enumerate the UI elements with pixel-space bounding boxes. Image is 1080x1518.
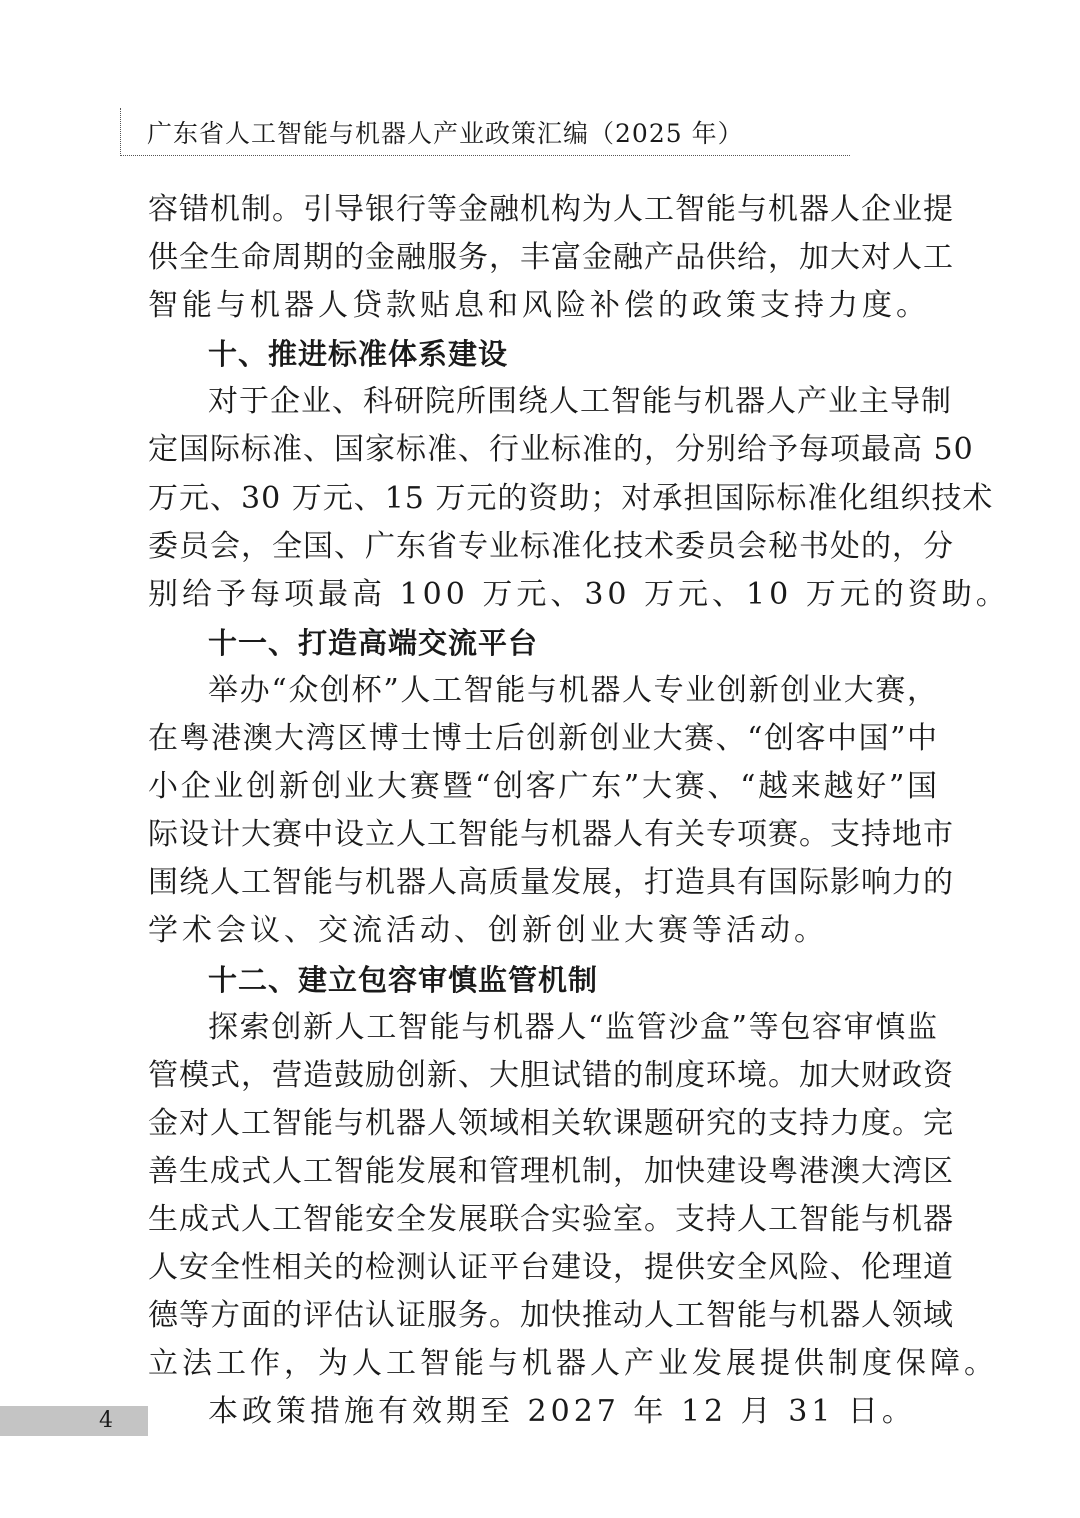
page-number: 4 [99,1408,113,1433]
section-heading-standards: 十、推进标准体系建设 [208,337,509,372]
paragraph-line: 德等方面的评估认证服务。加快推动人工智能与机器人领域 [148,1298,954,1334]
paragraph-line: 小企业创新创业大赛暨“创客广东”大赛、“越来越好”国 [148,769,938,805]
body-text [148,186,1010,1436]
paragraph-line: 对于企业、科研院所围绕人工智能与机器人产业主导制 [208,384,952,420]
paragraph-line: 委员会，全国、广东省专业标准化技术委员会秘书处的，分 [148,528,954,564]
running-header [120,108,850,156]
paragraph-line: 定国际标准、国家标准、行业标准的，分别给予每项最高 50 [148,432,974,468]
paragraph-line: 金对人工智能与机器人领域相关软课题研究的支持力度。完 [148,1105,954,1141]
paragraph-line: 万元、30 万元、15 万元的资助；对承担国际标准化组织技术 [148,480,994,516]
paragraph-line: 举办“众创杯”人工智能与机器人专业创新创业大赛， [208,672,938,708]
paragraph-line: 善生成式人工智能发展和管理机制，加快建设粤港澳大湾区 [148,1153,954,1189]
paragraph-line: 容错机制。引导银行等金融机构为人工智能与机器人企业提 [148,192,954,227]
section-heading-exchange-platform: 十一、打造高端交流平台 [208,625,539,660]
paragraph-line: 际设计大赛中设立人工智能与机器人有关专项赛。支持地市 [148,817,954,853]
paragraph-line: 学术会议、交流活动、创新创业大赛等活动。 [148,913,828,949]
closing-statement: 本政策措施有效期至 2027 年 12 月 31 日。 [208,1394,916,1430]
section-heading-regulation: 十二、建立包容审慎监管机制 [208,962,599,997]
paragraph-line: 探索创新人工智能与机器人“监管沙盒”等包容审慎监 [208,1009,938,1045]
paragraph-line: 别给予每项最高 100 万元、30 万元、10 万元的资助。 [148,576,1010,612]
paragraph-line: 管模式，营造鼓励创新、大胆试错的制度环境。加大财政资 [148,1057,954,1093]
paragraph-line: 立法工作，为人工智能与机器人产业发展提供制度保障。 [148,1346,998,1382]
paragraph-line: 智能与机器人贷款贴息和风险补偿的政策支持力度。 [148,288,930,324]
running-header-title: 广东省人工智能与机器人产业政策汇编（2025 年） [147,119,744,148]
paragraph-line: 围绕人工智能与机器人高质量发展，打造具有国际影响力的 [148,865,954,901]
paragraph-line: 生成式人工智能安全发展联合实验室。支持人工智能与机器 [148,1201,954,1237]
paragraph-line: 供全生命周期的金融服务，丰富金融产品供给，加大对人工 [148,240,954,276]
page-number-band [0,1406,148,1436]
paragraph-line: 在粤港澳大湾区博士博士后创新创业大赛、“创客中国”中 [148,721,938,757]
paragraph-line: 人安全性相关的检测认证平台建设，提供安全风险、伦理道 [148,1250,954,1286]
